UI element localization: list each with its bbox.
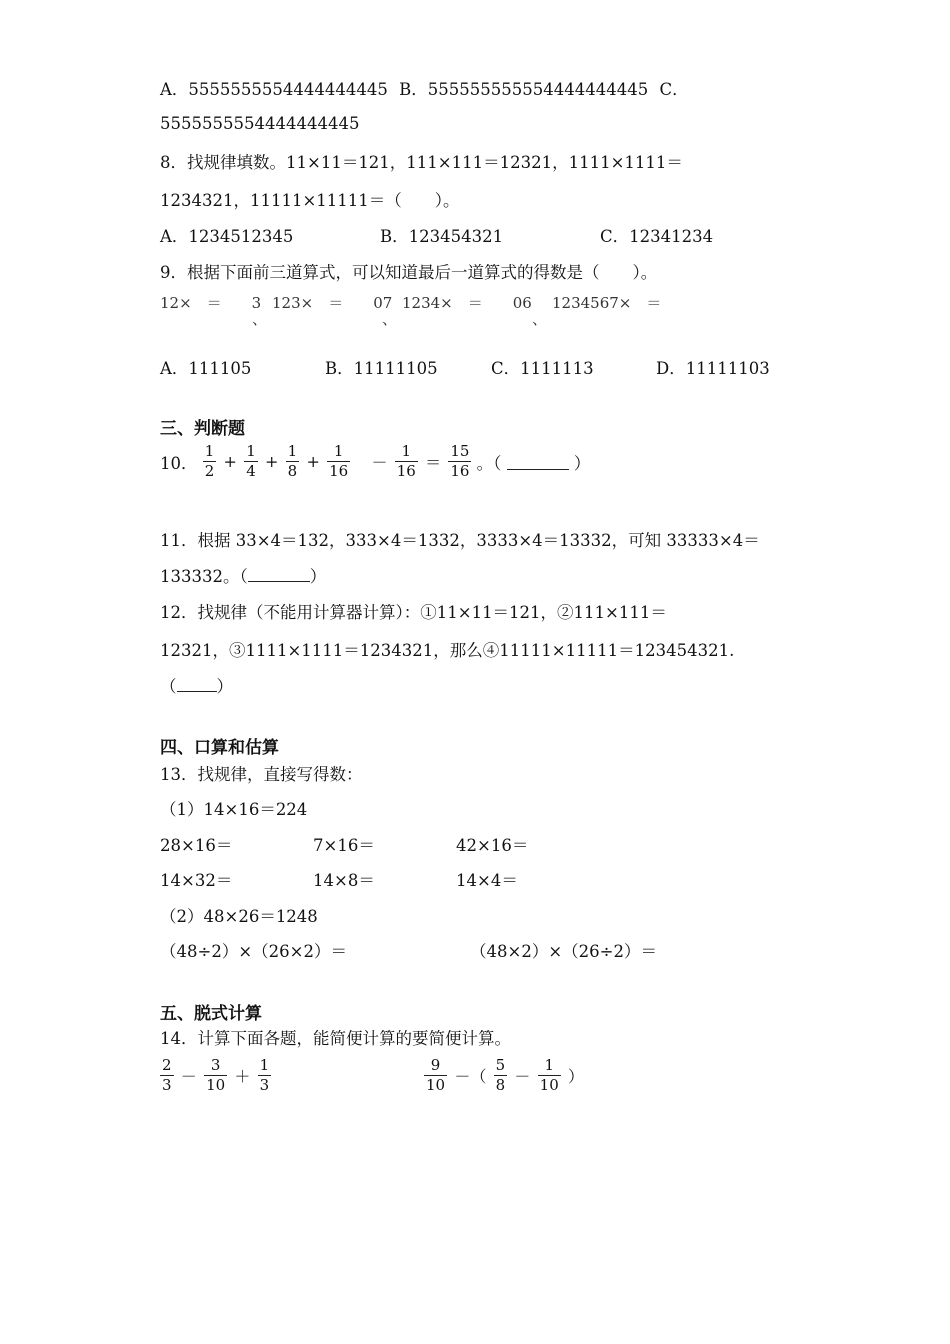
q10-close-paren: ） — [573, 453, 591, 473]
q9-equation-4: 1234567× ＝ — [552, 294, 662, 312]
q14b-close-paren: ） — [568, 1067, 585, 1086]
q10-plus-1: + — [223, 452, 237, 471]
q12-answer-blank[interactable] — [177, 677, 217, 692]
q12-close-paren: ） — [216, 677, 233, 696]
q13-part-1: （1）14×16＝224 — [160, 800, 308, 819]
q9-option-d[interactable]: D．11111103 — [656, 359, 770, 378]
q10-fraction-1: $\frac{1}{2}$ — [204, 442, 215, 480]
q7-option-c-label[interactable]: C． — [659, 80, 689, 99]
q9-option-b[interactable]: B．11111105 — [325, 359, 438, 378]
q9-separator-1: 、 — [252, 310, 268, 328]
q14a-fraction-3: $\frac{1}{3}$ — [259, 1056, 270, 1094]
q13-r2c3: 14×4＝ — [456, 871, 518, 890]
q7-option-c-value: 5555555554444444445 — [160, 114, 360, 133]
q8-stem-line1: 8．找规律填数。11×11＝121，111×111＝12321，1111×1111＝ — [160, 153, 683, 172]
q10-fraction-5: $\frac{1}{16}$ — [396, 442, 416, 480]
q9-separator-3: 、 — [532, 310, 548, 328]
q12-line2: 12321，③1111×1111＝1234321，那么④11111×11111＝123454321. — [160, 641, 735, 660]
q11-line2 — [160, 563, 326, 587]
q10-line — [160, 444, 590, 486]
q9-stem: 9．根据下面前三道算式，可以知道最后一道算式的得数是（ ）。 — [160, 263, 658, 282]
q8-option-b[interactable]: B．123454321 — [380, 227, 504, 246]
section-5-title: 五、脱式计算 — [160, 1004, 262, 1024]
q14-stem: 14．计算下面各题，能简便计算的要简便计算。 — [160, 1029, 511, 1048]
q11-answer-blank[interactable] — [248, 567, 310, 582]
q8-option-a[interactable]: A．1234512345 — [160, 227, 294, 246]
q8-stem-line2: 1234321，11111×11111＝（ ）。 — [160, 191, 460, 210]
q12-open-paren: （ — [160, 677, 177, 696]
q14a-fraction-1: $\frac{2}{3}$ — [162, 1056, 172, 1094]
q13-part-2: （2）48×26＝1248 — [160, 907, 318, 926]
q10-minus: － — [371, 453, 388, 472]
q14b-fraction-1: $\frac{9}{10}$ — [426, 1056, 446, 1094]
q7-options-line — [160, 76, 689, 100]
q10-answer-blank[interactable] — [507, 453, 569, 470]
q11-line1: 11．根据 33×4＝132，333×4＝1332，3333×4＝13332，可知 33333×4＝ — [160, 531, 760, 550]
q10-number: 10． — [160, 453, 198, 473]
q10-equals: ＝ — [425, 453, 442, 472]
q10-fraction-3: $\frac{1}{8}$ — [287, 442, 298, 480]
q14b-fraction-2: $\frac{5}{8}$ — [495, 1056, 506, 1094]
q14b-op-2: － — [514, 1067, 531, 1086]
q9-equation-2: 123× ＝ 07 — [272, 294, 393, 312]
section-3-title: 三、判断题 — [160, 419, 245, 439]
q10-result-fraction: $\frac{15}{16}$ — [450, 442, 470, 480]
q9-equation-1: 12× ＝ 3 — [160, 294, 262, 312]
q7-option-a[interactable]: A．5555555554444444445 — [160, 80, 388, 99]
q9-option-a[interactable]: A．111105 — [160, 359, 252, 378]
q10-plus-3: + — [306, 452, 320, 471]
q9-equation-3: 1234× ＝ 06 — [402, 294, 532, 312]
q12-line1: 12．找规律（不能用计算器计算）：①11×11＝121，②111×111＝ — [160, 603, 667, 622]
q13-part-2-b: （48×2）×（26÷2）＝ — [470, 942, 657, 961]
q14a-fraction-2: $\frac{3}{10}$ — [206, 1056, 226, 1094]
q13-r2c1: 14×32＝ — [160, 871, 233, 890]
q11-line2-text: 133332。（ — [160, 567, 248, 586]
q14b-op-1: －（ — [454, 1067, 487, 1086]
q14a-op-1: － — [180, 1067, 197, 1086]
q14-expression-b — [424, 1058, 586, 1108]
q10-tail: 。（ — [476, 453, 502, 473]
q10-fraction-4: $\frac{1}{16}$ — [329, 442, 349, 480]
q14a-op-2: ＋ — [234, 1067, 251, 1086]
q9-option-c[interactable]: C．1111113 — [491, 359, 594, 378]
q13-r1c1: 28×16＝ — [160, 836, 233, 855]
q10-fraction-2: $\frac{1}{4}$ — [246, 442, 256, 480]
q7-option-b[interactable]: B．555555555554444444445 — [399, 80, 649, 99]
q14-expression-a — [160, 1058, 271, 1108]
q11-close-paren: ） — [309, 567, 327, 586]
q8-option-c[interactable]: C．12341234 — [600, 227, 714, 246]
q12-line3 — [160, 673, 233, 697]
q13-r1c3: 42×16＝ — [456, 836, 529, 855]
section-4-title: 四、口算和估算 — [160, 738, 279, 758]
q9-separator-2: 、 — [382, 310, 398, 328]
q13-r1c2: 7×16＝ — [313, 836, 375, 855]
q13-r2c2: 14×8＝ — [313, 871, 375, 890]
q14b-fraction-3: $\frac{1}{10}$ — [539, 1056, 559, 1094]
q13-part-2-a: （48÷2）×（26×2）＝ — [160, 942, 347, 961]
q13-stem: 13．找规律，直接写得数： — [160, 765, 363, 784]
q10-plus-2: + — [265, 452, 279, 471]
